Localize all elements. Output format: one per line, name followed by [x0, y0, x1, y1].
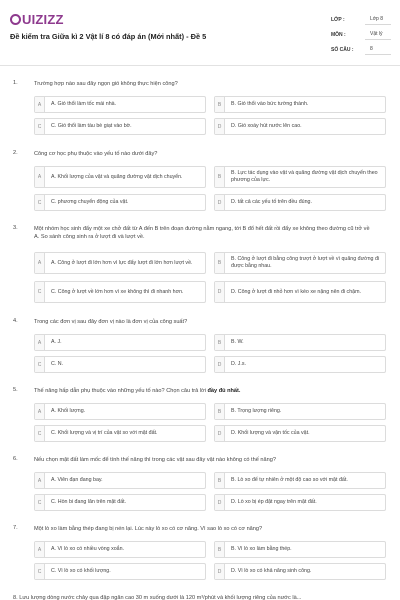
- option-text: A. Khối lượng.: [51, 408, 86, 414]
- option-text: D. tất cả các yếu tố trên đều đúng.: [231, 199, 312, 205]
- option-c[interactable]: [34, 281, 206, 303]
- meta-subject-value: Vật lý: [365, 29, 391, 40]
- option-a[interactable]: [34, 541, 206, 558]
- question-number: 2.: [13, 150, 18, 156]
- option-letter: B: [215, 167, 225, 187]
- question-text: Công cơ học phụ thuộc vào yếu tố nào dưới đây?: [34, 151, 158, 157]
- option-d[interactable]: [214, 356, 386, 373]
- option-letter: C: [35, 495, 45, 510]
- quizizz-logo[interactable]: [10, 12, 64, 27]
- meta-subject-row: [331, 27, 391, 42]
- option-letter: B: [215, 97, 225, 112]
- option-a[interactable]: [34, 252, 206, 274]
- option-letter: A: [35, 253, 45, 273]
- meta-subject-label: MÔN :: [331, 31, 346, 38]
- question-number: 3.: [13, 225, 18, 231]
- option-text: B. Lực tác dụng vào vật và quãng đường vật dịch chuyển theo phương của lực.: [231, 170, 378, 183]
- option-text: C. N.: [51, 361, 64, 367]
- meta-count-value: 8: [365, 44, 391, 55]
- option-text: C. Gió thổi làm tàu bè giạt vào bờ.: [51, 123, 132, 129]
- option-letter: C: [35, 357, 45, 372]
- option-letter: C: [35, 564, 45, 579]
- option-d[interactable]: [214, 494, 386, 511]
- meta-class-label: LỚP :: [331, 16, 345, 23]
- option-text: C. Hòn bi đang lăn trên mặt đất.: [51, 499, 127, 505]
- option-letter: D: [215, 282, 225, 302]
- option-letter: C: [35, 195, 45, 210]
- option-letter: D: [215, 495, 225, 510]
- option-text: C. Công ở lượt về lớn hơn vì xe không thì đi nhanh hơn.: [51, 288, 184, 295]
- option-d[interactable]: [214, 425, 386, 442]
- option-letter: A: [35, 404, 45, 419]
- option-letter: A: [35, 335, 45, 350]
- option-text: C. Khối lượng và vị trí của vật so với mặt đất.: [51, 430, 158, 436]
- meta-box: [331, 12, 391, 57]
- option-text: C. phương chuyển động của vật.: [51, 199, 129, 205]
- option-letter: C: [35, 119, 45, 134]
- option-letter: D: [215, 426, 225, 441]
- option-d[interactable]: [214, 118, 386, 135]
- logo-q-mark: [10, 14, 21, 25]
- option-text: D. Vì lò xo có khả năng sinh công.: [231, 568, 312, 574]
- option-text: B. Lò xo để tự nhiên ở một độ cao so với mặt đất.: [231, 477, 348, 483]
- option-text: C. Vì lò xo có khối lượng.: [51, 568, 111, 574]
- option-b[interactable]: [214, 96, 386, 113]
- question-text: [34, 387, 374, 395]
- option-letter: B: [215, 253, 225, 273]
- option-text: D. J.s.: [231, 361, 247, 367]
- question-number: 6.: [13, 456, 18, 462]
- option-c[interactable]: [34, 563, 206, 580]
- option-letter: A: [35, 167, 45, 187]
- option-a[interactable]: [34, 96, 206, 113]
- option-letter: A: [35, 473, 45, 488]
- option-a[interactable]: [34, 166, 206, 188]
- meta-class-value: Lớp 8: [365, 14, 391, 25]
- question-number: 5.: [13, 387, 18, 393]
- question-text-main: Thế năng hấp dẫn phụ thuộc vào những yếu tố nào? Chọn câu trả lời: [34, 388, 206, 394]
- option-text: D. Lò xo bị ép đặt ngay trên mặt đất.: [231, 499, 317, 505]
- question-text: Nếu chọn mặt đất làm mốc để tính thế năng thì trong các vật sau đây vật nào không có thế năng?: [34, 457, 276, 463]
- option-a[interactable]: [34, 334, 206, 351]
- option-text: B. Vì lò xo làm bằng thép.: [231, 546, 292, 552]
- option-c[interactable]: [34, 194, 206, 211]
- option-letter: D: [215, 357, 225, 372]
- option-letter: B: [215, 473, 225, 488]
- option-text: B. W.: [231, 339, 244, 345]
- option-b[interactable]: [214, 541, 386, 558]
- option-text: A. Gió thổi làm tốc mái nhà.: [51, 101, 117, 107]
- question-text: Trường hợp nào sau đây ngọn gió không thực hiện công?: [34, 81, 178, 87]
- meta-class-row: [331, 12, 391, 27]
- document-title: Đề kiểm tra Giữa kì 2 Vật lí 8 có đáp án (Mới nhất) - Đề 5: [10, 32, 207, 41]
- option-text: D. Khối lượng và vận tốc của vật.: [231, 430, 310, 436]
- option-text: D. Công ở lượt đi nhỏ hơn vì kéo xe nặng nên đi chậm.: [231, 288, 361, 295]
- option-letter: C: [35, 426, 45, 441]
- meta-count-label: SỐ CÂU :: [331, 46, 354, 53]
- option-text: A. Khối lượng của vật và quãng đường vật dịch chuyển.: [51, 173, 183, 180]
- option-b[interactable]: [214, 166, 386, 188]
- option-d[interactable]: [214, 563, 386, 580]
- option-b[interactable]: [214, 252, 386, 274]
- question-text: Một lò xo làm bằng thép đang bị nén lại. Lúc này lò xo có cơ năng. Vì sao lò xo có cơ năng?: [34, 526, 263, 532]
- option-b[interactable]: [214, 334, 386, 351]
- question-number: 4.: [13, 318, 18, 324]
- question-text: Trong các đơn vị sau đây đơn vị nào là đơn vị của công suất?: [34, 319, 188, 325]
- worksheet-header: [0, 0, 400, 66]
- option-d[interactable]: [214, 281, 386, 303]
- question-8-partial: 8. Lưu lượng dòng nước chảy qua đập ngăn cao 30 m xuống dưới là 120 m³/phút và khối lượng riêng của nước là...: [13, 595, 302, 600]
- question-text-emphasis: đầy đủ nhất.: [207, 388, 241, 394]
- option-letter: A: [35, 97, 45, 112]
- option-letter: A: [35, 542, 45, 557]
- option-text: B. Công ở lượt đi bằng công trượt ở lượt về vì quãng đường đi được bằng nhau.: [231, 256, 380, 269]
- option-b[interactable]: [214, 472, 386, 489]
- logo-text: UIZIZZ: [22, 12, 64, 27]
- option-a[interactable]: [34, 472, 206, 489]
- option-letter: D: [215, 195, 225, 210]
- option-text: B. Trọng lượng riêng.: [231, 408, 282, 414]
- option-d[interactable]: [214, 194, 386, 211]
- option-text: A. Vì lò xo có nhiều vòng xoắn.: [51, 546, 125, 552]
- option-c[interactable]: [34, 425, 206, 442]
- option-letter: C: [35, 282, 45, 302]
- question-text: Một nhóm học sinh đẩy một xe chở đất từ A đến B trên đoạn đường nằm ngang, tới B đổ hết đất rồi đẩy xe không theo đường cũ trở về A. So sánh công sinh ra ở lượt đi và lượt về.: [34, 226, 370, 240]
- option-b[interactable]: [214, 403, 386, 420]
- meta-count-row: [331, 42, 391, 57]
- option-letter: D: [215, 119, 225, 134]
- option-a[interactable]: [34, 403, 206, 420]
- option-text: A. J.: [51, 339, 62, 345]
- option-letter: B: [215, 335, 225, 350]
- option-letter: B: [215, 404, 225, 419]
- option-c[interactable]: [34, 118, 206, 135]
- question-number: 7.: [13, 525, 18, 531]
- question-number: 1.: [13, 80, 18, 86]
- option-text: A. Viên đạn đang bay.: [51, 477, 103, 483]
- option-letter: B: [215, 542, 225, 557]
- option-text: D. Gió xoáy hút nước lên cao.: [231, 123, 302, 129]
- option-text: B. Gió thổi vào bức tường thành.: [231, 101, 309, 107]
- option-letter: D: [215, 564, 225, 579]
- option-c[interactable]: [34, 494, 206, 511]
- option-c[interactable]: [34, 356, 206, 373]
- option-text: A. Công ở lượt đi lớn hơn vì lực đẩy lượt đi lớn hơn lượt về.: [51, 259, 193, 266]
